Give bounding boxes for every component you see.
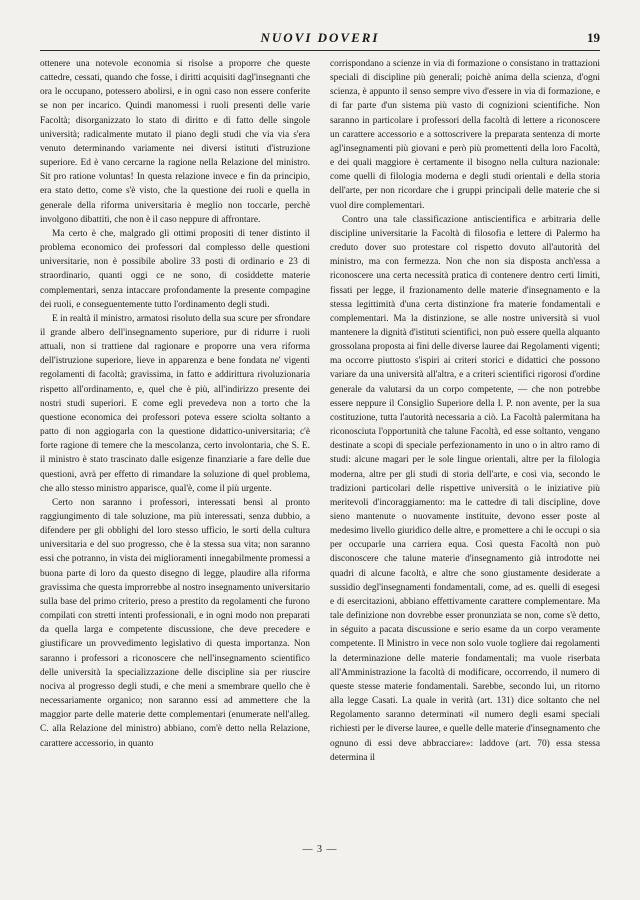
paragraph: Certo non saranno i professori, interessati bensì al pronto raggiungimento di tale soluzione, ma più interessati, senza dubbio, a difendere per gli obblighi del loro stesso ufficio, le sorti della cultura universitaria e del suo progresso, che è la stessa sua vita; non saranno essi che potranno, in vista dei miglioramenti innegabilmente promessi a buona parte di loro da questo disegno di legge, plaudire alla riforma gravissima che questa improrrebbe al nostro insegnamento universitario sulla base del primo criterio, preso a prestito da regolamenti che furono compilati con stretti intenti professionali, e in ogni modo non preparati da quella larga e competente discussione, che deve precedere e giustificare un provvedimento legislativo di questa importanza. Non saranno i professori a riconoscere che nell'insegnamento scientifico delle università la specializzazione delle discipline sia per riuscire nociva al progresso degli studi, e che meni a smembrare quello che è necessariamente organico; non saranno essi ad ammettere che la maggior parte delle materie dette complementari (enumerate nell'alleg. C. alla Relazione del ministro) abbiano, com'è detto nella Relazione, carattere accessorio, in quanto [40, 497, 310, 749]
paragraph: Ma certo è che, malgrado gli ottimi propositi di tener distinto il problema economico dei professori dal complesso delle questioni universitarie, non è possibile abolire 33 posti di ordinario e 23 di straordinario, quanti oggi ce ne sono, di cosiddette materie complementari, senza intaccare profondamente la presente compagine dei ruoli, e conseguentemente tutto l'ordinamento degli studi. [40, 228, 310, 310]
page-header [40, 28, 600, 51]
page-number: 19 [587, 30, 600, 45]
paragraph: corrispondano a scienze in via di formazione o consistano in trattazioni speciali di discipline più generali; poichè anima della scienza, d'ogni scienza, è appunto il senso sempre vivo d'essere in via di formazione, e di far parte d'un sistema più vasto di cognizioni scientifiche. Non saranno in particolare i professori della facoltà di lettere a riconoscere un carattere accessorio e a sottoscrivere la preparata sentenza di morte agl'insegnamenti più giovani e però più promettenti della loro Facoltà, e dei quali maggiore è certamente il bisogno nella cultura nazionale: come quelli di filologia moderna e degli studi orientali e della storia dell'arte, per non ricordare che i gruppi principali delle materie che si vuol dire complementari. [330, 59, 600, 211]
paragraph: ottenere una notevole economia si risolse a proporre che queste cattedre, cessati, quando che fosse, i diritti acquisiti dagl'insegnanti che ora le occupano, potessero abolirsi, e in ogni caso non essere conferite se non per incarico. Quindi manomessi i ruoli presenti delle varie Facoltà; disorganizzato lo stato di diritto e di fatto delle singole università; radicalmente mutato il piano degli studi che via via s'era venuto determinando variamente nei diversi istituti d'istruzione superiore. Ed è vano cercarne la ragione nella Relazione del ministro. Sit pro ratione voluntas! In questa relazione invece e fin da principio, era stato detto, come s'è visto, che la questione dei ruoli e quella in generale della riforma universitaria è meglio non toccarle, perchè involgono dibattiti, che non è il caso neppure di affrontare. [40, 59, 310, 225]
paragraph: E in realtà il ministro, armatosi risoluto della sua scure per sfrondare il grande albero dell'insegnamento superiore, pur di ridurre i ruoli attuali, non si trattiene dal ragionare e proporre una vera riforma dell'istruzione superiore, lieve in apparenza e bene fondata ne' vigenti regolamenti di facoltà; gravissima, in fatto e addirittura rivoluzionaria rispetto all'ordinamento, e, quel che è più, all'indirizzo presente dei nostri studi superiori. E come egli prevedeva non a torto che la questione economica dei professori poteva essere sciolta soltanto a patto di non aggiogarla con la questione didattico-universitaria; c'è forte ragione di temere che la mescolanza, certo involontaria, che S. E. il ministro è stato trascinato dalle esigenze finanziarie a fare delle due questioni, avrà per effetto di rimandare la soluzione di quel problema, che allo stesso ministro apparisce, qual'è, come il più urgente. [40, 313, 310, 494]
paragraph: Contro una tale classificazione antiscientifica e arbitraria delle discipline universitarie la Facoltà di filosofia e lettere di Palermo ha creduto dover suo protestare col rispetto dovuto all'autorità del ministro, ma con fermezza. Non che non sia disposta anch'essa a riconoscere una certa necessità pratica di contenere dentro certi limiti, fissati per legge, il frazionamento delle materie d'insegnamento e la stessa legittimità d'una certa distinzione fra materie fondamentali e complementari. Ma la distinzione, se alle nostre università si vuol mantenere la dignità d'istituti scientifici, non può essere quella alquanto grossolana proposta ai fini delle diverse lauree dai Regolamenti vigenti; ma occorre piuttosto s'ispiri ai criteri storici e didattici che possono variare da una università all'altra, e a criteri scientifici rigorosi d'ordine generale da valutarsi da un corpo competente, — che non potrebbe essere neppure il Consiglio Superiore della I. P. non avente, per la sua costituzione, tutta l'autorità necessaria a ciò. La Facoltà palermitana ha riconosciuta l'opportunità che talune Facoltà, ed esse soltanto, vengano destinate a scopi di speciale perfezionamento in uno o in altro ramo di studi: alcune magari per le sole lingue orientali, altre per la filologia moderna, altre per gli studi di storia dell'arte, e così via, secondo le tradizioni particolari delle rispettive università o le iniziative più meritevoli d'incoraggiamento: ma le cattedre di tali discipline, dove sieno mantenute o nuovamente instituite, devono esser poste al medesimo livello giuridico delle altre, e promettere a chi le occupi o sia per occuparle una carriera equa. Così questa Facoltà non può disconoscere che talune materie d'insegnamento già introdotte nei quadri di alcune facoltà, e altre che sono giustamente desiderate a sussidio degl'insegnamenti fondamentali, come, ad es. quelli di esegesi e di esercitazioni, abbiano effettivamente carattere complementare. Ma tale definizione non dovrebbe esser pronunziata se non, come s'è detto, in séguito a pacata discussione e serio esame da un corpo veramente competente. Il Ministro in vece non solo vuole togliere dai regolamenti la determinazione delle materie fondamentali; ma vuole riserbata all'Amministrazione la facoltà di modificare, occorrendo, il numero di queste stesse materie fondamentali. Sarebbe, secondo lui, un ritorno alla legge Casati. La quale in verità (art. 131) dice soltanto che nel Regolamento saranno determinati «il numero degli esami speciali richiesti per le diverse lauree, e quelle delle materie d'insegnamento che ognuno di essi deve abbracciare»: laddove (art. 70) essa stessa determina il [330, 214, 600, 763]
running-title: NUOVI DOVERI [260, 30, 380, 45]
text-columns [40, 57, 600, 765]
left-column [40, 57, 310, 765]
page-footer-marker: — 3 — [302, 844, 338, 855]
right-column [330, 57, 600, 765]
